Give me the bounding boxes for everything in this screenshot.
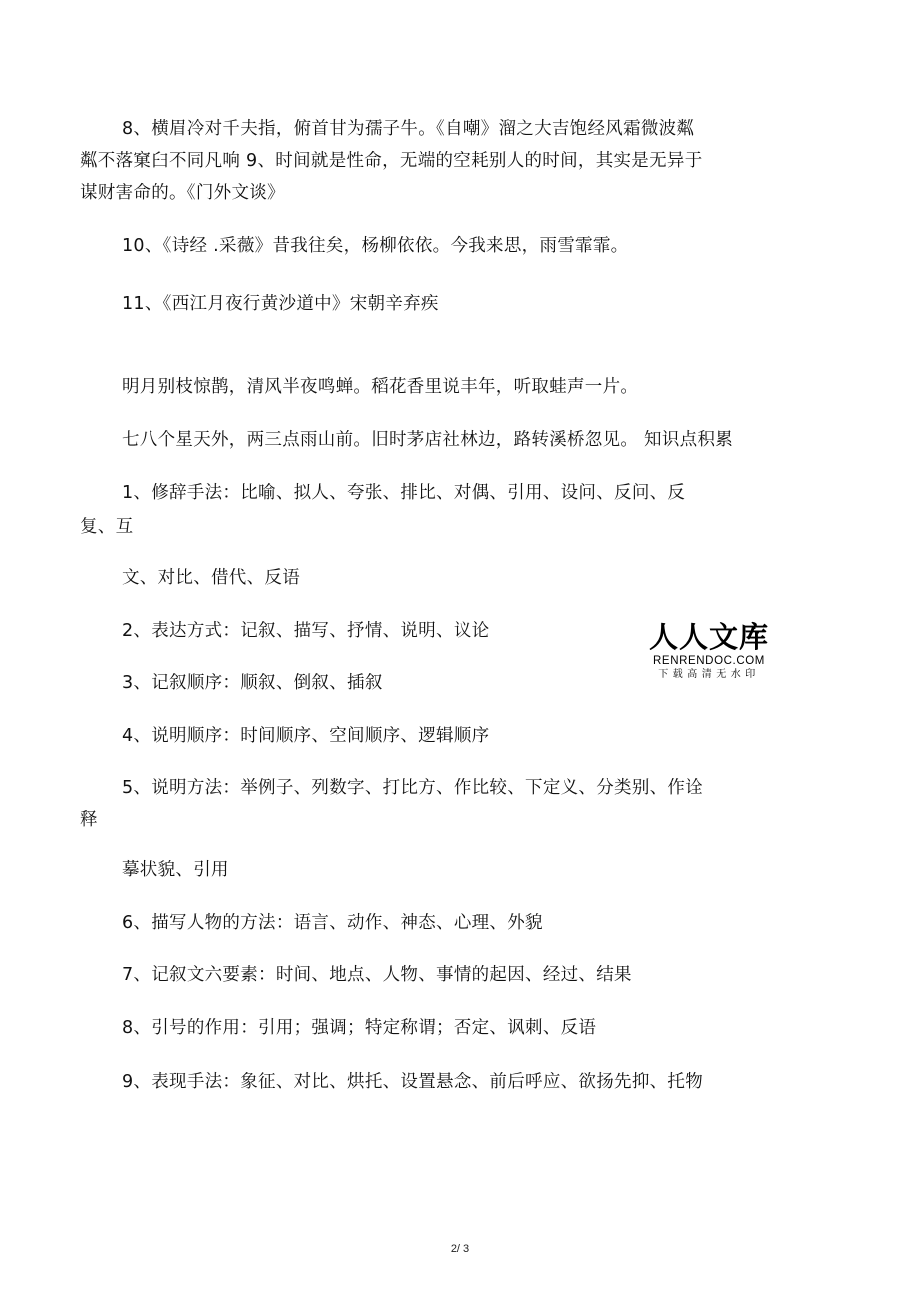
watermark-logo [645,620,773,682]
watermark-tagline: 下载高清无水印 [658,669,760,680]
text-line-13: 4、说明顺序：时间顺序、空间顺序、逻辑顺序 [122,726,490,746]
text-line-17: 6、描写人物的方法：语言、动作、神态、心理、外貌 [122,913,543,933]
text-line-4: 10、《诗经 .采薇》昔我往矣，杨柳依依。今我来思，雨雪霏霏。 [122,236,629,256]
page-number: 2/ 3 [450,1243,470,1255]
text-line-14: 5、说明方法：举例子、列数字、打比方、作比较、下定义、分类别、作诠 [122,778,704,798]
text-line-19: 8、引号的作用：引用；强调；特定称谓；否定、讽刺、反语 [122,1018,597,1038]
watermark-domain: RENRENDOC.COM [653,655,765,667]
text-line-16: 摹状貌、引用 [122,860,229,880]
text-line-7: 七八个星天外，两三点雨山前。旧时茅店社林边，路转溪桥忽见。 知识点积累 [122,430,734,450]
watermark-title: 人人文库 [648,620,769,654]
text-line-2: 粼不落窠臼不同凡响 9、时间就是性命，无端的空耗别人的时间，其实是无异于 [80,151,703,171]
text-line-9: 复、互 [80,517,134,537]
text-line-8: 1、修辞手法：比喻、拟人、夸张、排比、对偶、引用、设问、反问、反 [122,483,686,503]
text-line-18: 7、记叙文六要素：时间、地点、人物、事情的起因、经过、结果 [122,965,632,985]
text-line-6: 明月别枝惊鹊，清风半夜鸣蝉。稻花香里说丰年，听取蛙声一片。 [122,377,639,397]
text-line-5: 11、《西江月夜行黄沙道中》宋朝辛弃疾 [122,294,439,314]
text-line-1: 8、横眉冷对千夫指，俯首甘为孺子牛。《自嘲》溜之大吉饱经风霜微波粼 [122,119,695,139]
text-line-15: 释 [80,810,98,830]
text-line-20: 9、表现手法：象征、对比、烘托、设置悬念、前后呼应、欲扬先抑、托物 [122,1072,704,1092]
text-line-12: 3、记叙顺序：顺叙、倒叙、插叙 [122,673,383,693]
text-line-10: 文、对比、借代、反语 [122,568,300,588]
text-line-3: 谋财害命的。《门外文谈》 [80,183,285,203]
text-line-11: 2、表达方式：记叙、描写、抒情、说明、议论 [122,621,490,641]
